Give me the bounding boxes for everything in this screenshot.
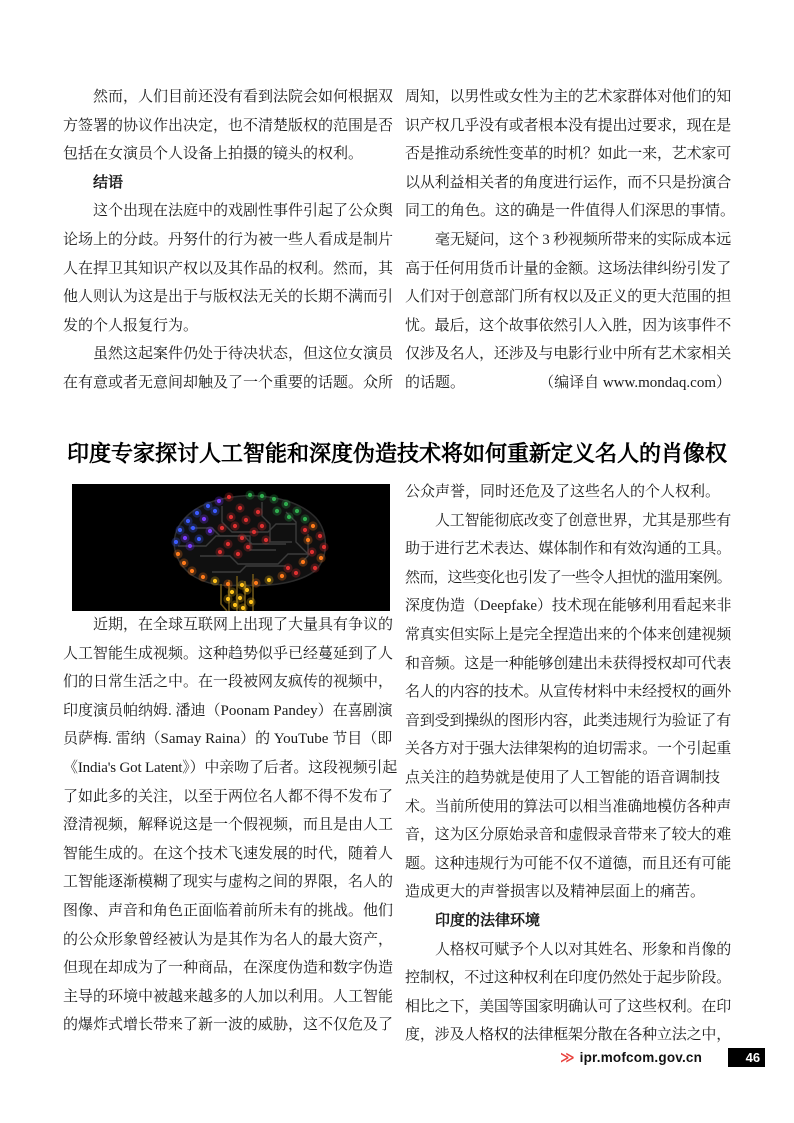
text-line: 印度的法律环境 [435, 911, 541, 929]
article2-left-column [63, 611, 397, 1043]
article2-right-column [405, 478, 731, 1053]
text-line: 近期，在全球互联网上出现了大量具有争议的 [93, 617, 394, 633]
text-line: 员萨梅. 雷纳（Samay Raina）的 YouTube 节目（即 [63, 731, 393, 748]
text-line: 点关注的趋势就是使用了人工智能的语音调制技 [405, 769, 721, 786]
text-line: 同工的角色。这的确是一件值得人们深思的事情。 [405, 203, 736, 220]
text-line: 人们对于创意部门所有权以及正义的更大范围的担 [405, 289, 732, 306]
circuit-brain-illustration [72, 484, 390, 611]
text-line: 了如此多的关注，以至于两位名人都不得不发布了 [63, 788, 394, 805]
text-line: 澄清视频，解释说这是一个假视频，而且是由人工 [63, 817, 394, 834]
text-line: 在有意或者无意间却触及了一个重要的话题。众所 [63, 374, 394, 391]
text-line: 深度伪造（Deepfake）技术现在能够利用看起来非 [405, 598, 732, 615]
article1-left-column [63, 83, 397, 398]
text-line: 但现在却成为了一种商品，在深度伪造和数字伪造 [63, 960, 394, 977]
text-line: 助于进行艺术表达、媒体制作和有效沟通的工具。 [405, 541, 732, 558]
text-line: 控制权，不过这种权利在印度仍然处于起步阶段。 [405, 970, 732, 987]
text-line: 人在捍卫其知识产权以及其作品的权利。然而，其 [63, 260, 394, 277]
text-line: 否是推动系统性变革的时机？如此一来，艺术家可 [405, 146, 732, 163]
text-line: 方签署的协议作出决定，也不清楚版权的范围是否 [63, 117, 394, 134]
text-line: 仅涉及名人，还涉及与电影行业中所有艺术家相关 [405, 346, 732, 363]
line-right-text: （编译自 www.mondaq.com） [539, 374, 731, 391]
text-line: 和音频。这是一种能够创建出未获得授权却可代表 [405, 655, 732, 672]
text-line: 工智能逐渐模糊了现实与虚构之间的界限，名人的 [63, 874, 394, 891]
text-line: 智能生成的。在这个技术飞速发展的时代，随着人 [63, 845, 394, 862]
line-left-text: 的话题。 [405, 374, 466, 391]
text-line: 的公众形象曾经被认为是其作为名人的最大资产， [63, 931, 394, 948]
text-line: 度，涉及人格权的法律框架分散在各种立法之中， [405, 1027, 732, 1044]
text-line: 毫无疑问，这个 3 秒视频所带来的实际成本远 [435, 231, 732, 248]
page-number-badge: 46 [728, 1048, 765, 1067]
text-line: 题。这种违规行为可能不仅不道德，而且还有可能 [405, 855, 732, 872]
circuit-brain-image [72, 484, 390, 611]
text-line: 的爆炸式增长带来了新一波的威胁，这不仅危及了 [63, 1017, 394, 1034]
text-line: 周知，以男性或女性为主的艺术家群体对他们的知 [405, 89, 732, 105]
footer-url: ipr.mofcom.gov.cn [579, 1049, 703, 1065]
text-line: 音到受到操纵的图形内容，此类违规行为验证了有 [405, 712, 732, 729]
text-line: 音，这为区分原始录音和虚假录音带来了较大的难 [405, 827, 732, 844]
chevrons-icon: ≫ [560, 1049, 575, 1065]
text-line: 图像、声音和角色正面临着前所未有的挑战。他们 [63, 902, 394, 919]
text-line: 以从利益相关者的角度进行运作，而不只是扮演合 [405, 174, 732, 191]
page-footer [560, 1046, 765, 1068]
text-line: 发的个人报复行为。 [63, 317, 199, 334]
text-line: 常真实但实际上是完全捏造出来的个体来创建视频 [405, 626, 732, 643]
text-line: 人工智能生成视频。这种趋势似乎已经蔓延到了人 [63, 645, 394, 662]
text-line: 名人的内容的技术。从宣传材料中未经授权的画外 [405, 684, 732, 701]
text-line: 人格权可赋予个人以对其姓名、形象和肖像的 [435, 941, 732, 958]
text-line: 然而，这些变化也引发了一些令人担忧的滥用案例。 [405, 569, 731, 586]
article1-section [63, 83, 736, 399]
text-line: 包括在女演员个人设备上拍摄的镜头的权利。 [63, 146, 364, 163]
text-line: 造成更大的声誉损害以及精神层面上的痛苦。 [405, 884, 706, 901]
text-line: 人工智能彻底改变了创意世界，尤其是那些有 [435, 512, 732, 529]
text-line: 论场上的分歧。丹努什的行为被一些人看成是制片 [63, 231, 394, 248]
text-line: 术。当前所使用的算法可以相当准确地模仿各种声 [405, 798, 732, 815]
text-line: 虽然这起案件仍处于待决状态，但这位女演员 [93, 346, 394, 363]
text-line [405, 369, 731, 398]
text-line: 忧。最后，这个故事依然引人入胜，因为该事件不 [405, 317, 732, 334]
text-line: 相比之下，美国等国家明确认可了这些权利。在印 [405, 998, 732, 1015]
text-line: 公众声誉，同时还危及了这些名人的个人权利。 [405, 484, 721, 500]
text-line: 高于任何用货币计量的金额。这场法律纠纷引发了 [405, 260, 732, 277]
text-line: 这个出现在法庭中的戏剧性事件引起了公众舆 [93, 203, 394, 220]
text-line: 们的日常生活之中。在一段被网友疯传的视频中， [63, 674, 394, 691]
text-line: 识产权几乎没有或者根本没有提出过要求，现在是 [405, 117, 732, 134]
text-line: 他人则认为这是出于与版权法无关的长期不满而引 [63, 289, 394, 306]
text-line: 关各方对于强大法律架构的迫切需求。一个引起重 [405, 741, 732, 758]
text-line: 然而，人们目前还没有看到法院会如何根据双 [93, 89, 394, 105]
article2-headline: 印度专家探讨人工智能和深度伪造技术将如何重新定义名人的肖像权 [66, 441, 727, 466]
text-line: 主导的环境中被越来越多的人加以利用。人工智能 [63, 988, 394, 1005]
text-line: 《India's Got Latent》）中亲吻了后者。这段视频引起 [63, 759, 398, 776]
text-line: 印度演员帕纳姆. 潘迪（Poonam Pandey）在喜剧演 [63, 702, 393, 719]
text-line: 结语 [93, 173, 124, 191]
article1-right-column [405, 83, 736, 398]
